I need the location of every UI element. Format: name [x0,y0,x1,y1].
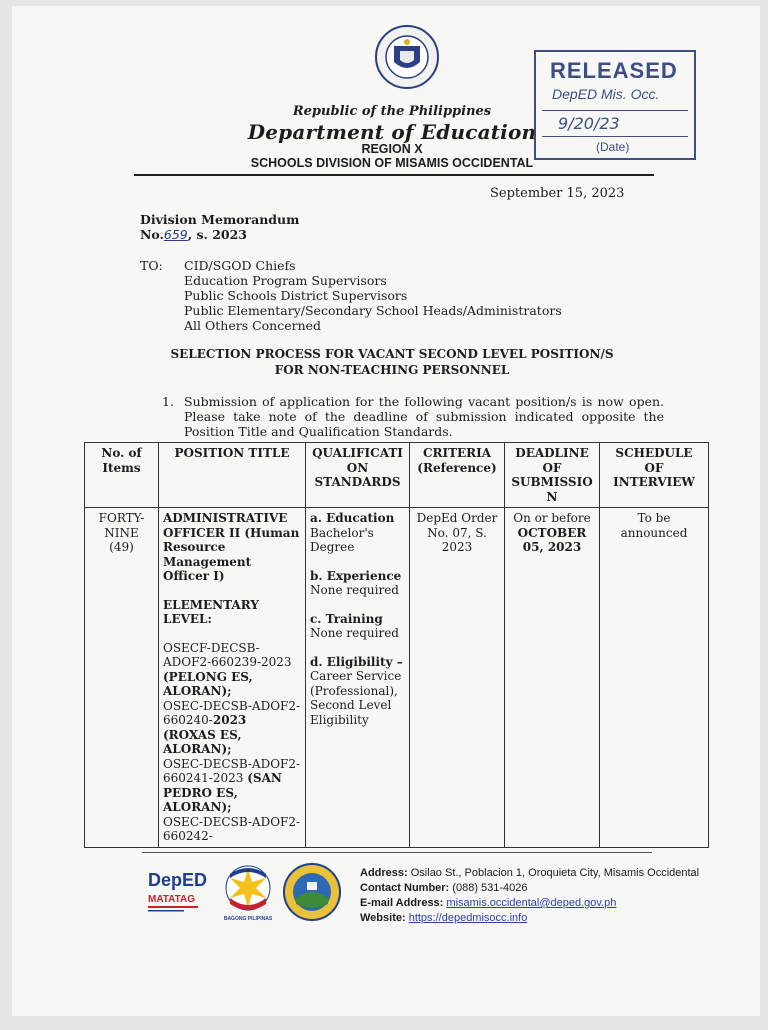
vacancy-table [84,442,709,848]
items-cell [85,508,159,848]
column-header: QUALIFICATI ON STANDARDS [306,443,410,508]
criteria-cell: DepEd Order No. 07, S. 2023 [410,508,505,848]
deped-matatag-logo-icon [144,864,208,920]
website-link[interactable]: https://depedmisocc.info [408,912,528,924]
memo-number-handwritten: 659 [163,227,188,242]
qualification-label: d. Eligibility – [310,654,403,669]
table-row [85,508,709,848]
items-word: FORTY-NINE [98,511,145,540]
email-link[interactable]: misamis.occidental@deped.gov.ph [446,897,617,909]
subject-line: FOR NON-TEACHING PERSONNEL [274,363,510,377]
recipient: All Others Concerned [184,318,322,333]
deadline-cell [505,508,600,848]
qualification-value: None required [310,626,399,640]
recipient-list [184,258,562,333]
footer-divider [142,852,652,853]
memo-number [140,227,299,242]
memo-number-suffix: , s. 2023 [187,227,248,242]
memo-title-line: Division Memorandum [140,212,300,227]
division-heading: SCHOOLS DIVISION OF MISAMIS OCCIDENTAL [250,156,534,170]
deadline-prefix: On or before [513,511,591,525]
stamp-date: 9/20/23 [558,114,620,133]
qualification-label: b. Experience [310,568,402,583]
email-line: E-mail Address: misamis.occidental@deped.gov.ph [360,897,617,909]
column-header: No. of Items [85,443,159,508]
memo-page [12,6,760,1016]
stamp-line [542,110,688,111]
recipient: Public Schools District Supervisors [184,288,408,303]
recipient: Public Elementary/Secondary School Heads/Administrators [184,303,562,318]
qualification-value: None required [310,583,399,597]
memo-date: September 15, 2023 [490,186,625,201]
deadline-date: OCTOBER 05, 2023 [517,525,587,554]
stamp-date-caption: (Date) [596,140,630,154]
qualification-label: c. Training [310,611,383,626]
released-stamp [534,50,696,160]
division-seal-icon [282,862,342,922]
recipient: Education Program Supervisors [184,273,387,288]
header-divider [134,174,654,176]
deped-logo-text: DepED [148,870,208,890]
qualification-label: a. Education [310,511,395,525]
region-heading: REGION X [361,142,423,156]
position-cell [159,508,306,848]
table-header-row [85,443,709,508]
column-header: DEADLINE OF SUBMISSIO N [505,443,600,508]
qualification-value: Career Service (Professional), Second Level Eligibility [310,669,402,727]
bagong-logo-text: BAGONG PILIPINAS [223,916,273,922]
deped-seal-icon [374,24,440,90]
contact-line: Contact Number: (088) 531-4026 [360,882,528,894]
item-code: OSEC-DECSB-ADOF2-660241-2023 (SAN PEDRO ES, ALORAN); [163,756,301,814]
stamp-office: DepED Mis. Occ. [552,86,660,102]
item-number: 1. [162,394,174,409]
subject-line: SELECTION PROCESS FOR VACANT SECOND LEVEL POSITION/S [170,347,614,361]
interview-cell: To be announced [600,508,709,848]
level-label: ELEMENTARY LEVEL: [163,597,259,626]
matatag-logo-text: MATATAG [148,894,196,905]
item-text: Submission of application for the following vacant position/s is now open. Please take note of the deadline of submission indicated opposite the Position Title and Qualification Standards. [184,394,664,439]
stamp-status: RELEASED [550,58,678,83]
address-line: Address: Osilao St., Poblacion 1, Oroquieta City, Misamis Occidental [360,867,700,879]
memo-number-prefix: No. [140,227,164,242]
item-code: OSEC-DECSB-ADOF2-660240-2023 (ROXAS ES, ALORAN); [163,698,301,756]
item-code: OSEC-DECSB-ADOF2-660242- [163,814,301,843]
qualification-value: Bachelor's Degree [310,525,374,554]
items-number: (49) [109,540,134,554]
column-header: POSITION TITLE [159,443,306,508]
memo-title [140,212,299,242]
column-header: SCHEDULE OF INTERVIEW [600,443,709,508]
website-line: Website: https://depedmisocc.info [360,912,528,924]
qualification-cell [306,508,410,848]
recipient: CID/SGOD Chiefs [184,258,296,273]
to-label: TO: [140,258,163,273]
position-title: ADMINISTRATIVE OFFICER II (Human Resource Management Officer I) [163,511,300,583]
bagong-pilipinas-logo-icon [218,862,278,924]
item-code: OSECF-DECSB-ADOF2-660239-2023 (PELONG ES, ALORAN); [163,640,292,698]
stamp-line [542,136,688,137]
department-heading: Department of Education [247,120,537,144]
memo-subject [122,346,662,378]
republic-heading: Republic of the Philippines [292,104,492,119]
contact-block [360,866,699,926]
column-header: CRITERIA (Reference) [410,443,505,508]
